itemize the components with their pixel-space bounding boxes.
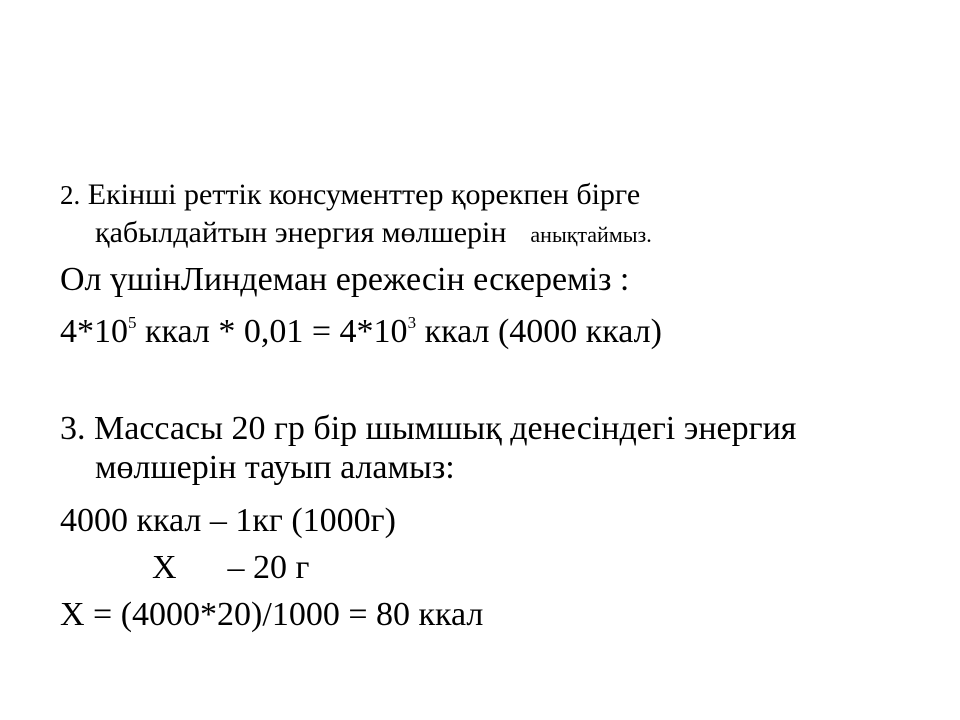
step2-text-line1: Екінші реттік консументтер қорекпен бірге <box>87 178 641 211</box>
formula-part-c: ккал (4000 ккал) <box>416 313 662 350</box>
step3-line2: мөлшерін тауып аламыз: <box>95 449 455 486</box>
formula-part-a: 4*10 <box>60 313 128 350</box>
unknown-line: Х – 20 г <box>152 549 310 586</box>
step3-line1 <box>60 412 796 446</box>
formula-line <box>60 315 662 349</box>
step3-number: 3. <box>60 410 86 447</box>
step2-text-tail: анықтаймыз. <box>530 222 652 247</box>
result-line: Х = (4000*20)/1000 = 80 ккал <box>60 596 484 633</box>
formula-part-b: ккал * 0,01 = 4*10 <box>136 313 408 350</box>
step2-line2 <box>95 218 652 248</box>
step3-text-line1: Массасы 20 гр бір шымшық денесіндегі энергия <box>94 410 797 447</box>
step2-line1 <box>60 180 640 210</box>
rule-line: Ол үшінЛиндеман ережесін ескереміз : <box>60 261 630 298</box>
step2-text-line2: қабылдайтын энергия мөлшерін <box>95 216 507 249</box>
formula-exponent-b: 3 <box>407 313 417 332</box>
step2-number: 2. <box>60 180 81 210</box>
formula-exponent-a: 5 <box>128 313 137 332</box>
proportion-line: 4000 ккал – 1кг (1000г) <box>60 502 396 539</box>
